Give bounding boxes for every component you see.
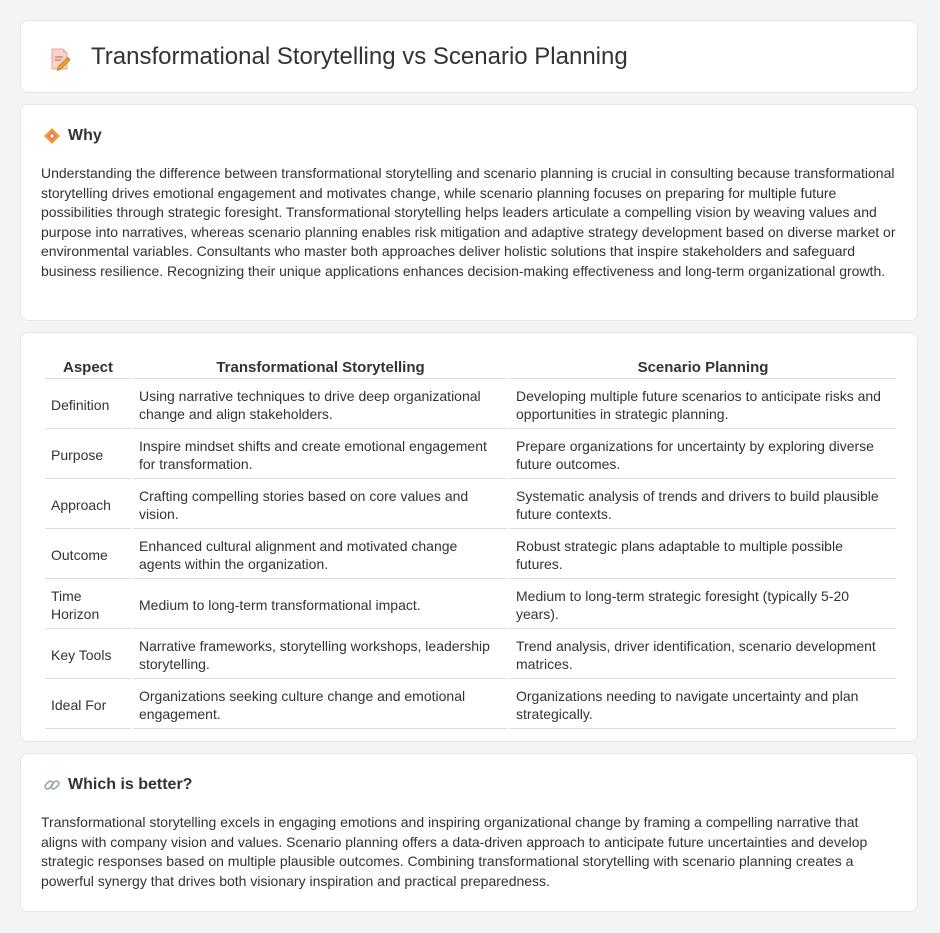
better-section	[20, 753, 918, 912]
table-row	[45, 531, 896, 579]
row-scenario: Organizations needing to navigate uncertainty and plan strategically.	[510, 681, 896, 729]
row-aspect: Definition	[45, 381, 131, 429]
why-text: Understanding the difference between transformational storytelling and scenario planning is crucial in consulting because transformational storytelling drives emotional engagement and motivates change, while scenario planning focuses on preparing for multiple future possibilities through strategic foresight. Transformational storytelling helps leaders articulate a compelling vision by weaving values and purpose into narratives, whereas scenario planning enables risk mitigation and adaptive strategy development based on diverse market or environmental variables. Consultants who master both approaches deliver holistic solutions that inspire stakeholders and safeguard business resilience. Recognizing their unique applications enhances decision-making effectiveness and long-term organizational growth.	[41, 165, 896, 279]
table-row	[45, 681, 896, 729]
table-row	[45, 581, 896, 629]
link-icon	[43, 776, 61, 794]
row-scenario: Systematic analysis of trends and drivers to build plausible future contexts.	[510, 481, 896, 529]
better-text: Transformational storytelling excels in engaging emotions and inspiring organizational change by framing a compelling narrative that aligns with company vision and values. Scenario planning offers a data-driven approach to anticipate future uncertainties and develop strategic responses based on multiple plausible outcomes. Combining transformational storytelling with scenario planning creates a powerful synergy that drives both visionary inspiration and practical preparedness.	[41, 814, 868, 889]
better-heading	[43, 776, 192, 794]
table-row	[45, 431, 896, 479]
page-title: Transformational Storytelling vs Scenario Planning	[91, 43, 628, 70]
row-aspect: Outcome	[45, 531, 131, 579]
document-pencil-icon	[49, 47, 71, 71]
row-scenario: Developing multiple future scenarios to anticipate risks and opportunities in strategic planning.	[510, 381, 896, 429]
row-scenario: Prepare organizations for uncertainty by exploring diverse future outcomes.	[510, 431, 896, 479]
row-aspect: Time Horizon	[45, 581, 131, 629]
header-aspect: Aspect	[45, 355, 131, 379]
row-storytelling: Narrative frameworks, storytelling workshops, leadership storytelling.	[133, 631, 508, 679]
table-row	[45, 631, 896, 679]
row-aspect: Approach	[45, 481, 131, 529]
row-scenario: Medium to long-term strategic foresight (typically 5-20 years).	[510, 581, 896, 629]
comparison-section	[20, 332, 918, 742]
why-section	[20, 104, 918, 321]
row-storytelling: Organizations seeking culture change and emotional engagement.	[133, 681, 508, 729]
row-aspect: Purpose	[45, 431, 131, 479]
why-heading	[43, 127, 102, 145]
row-scenario: Robust strategic plans adaptable to multiple possible futures.	[510, 531, 896, 579]
table-row	[45, 481, 896, 529]
row-storytelling: Inspire mindset shifts and create emotional engagement for transformation.	[133, 431, 508, 479]
row-aspect: Ideal For	[45, 681, 131, 729]
table-row	[45, 381, 896, 429]
row-storytelling: Enhanced cultural alignment and motivated change agents within the organization.	[133, 531, 508, 579]
row-storytelling: Using narrative techniques to drive deep organizational change and align stakeholders.	[133, 381, 508, 429]
header-transformational-storytelling: Transformational Storytelling	[133, 355, 508, 379]
better-heading-label: Which is better?	[68, 776, 193, 793]
why-heading-label: Why	[68, 127, 102, 144]
title-card	[20, 20, 918, 93]
row-aspect: Key Tools	[45, 631, 131, 679]
comparison-table	[43, 353, 898, 731]
row-storytelling: Medium to long-term transformational impact.	[133, 581, 508, 629]
table-header-row	[45, 355, 896, 379]
row-storytelling: Crafting compelling stories based on core values and vision.	[133, 481, 508, 529]
diamond-icon	[43, 127, 61, 145]
row-scenario: Trend analysis, driver identification, scenario development matrices.	[510, 631, 896, 679]
header-scenario-planning: Scenario Planning	[510, 355, 896, 379]
